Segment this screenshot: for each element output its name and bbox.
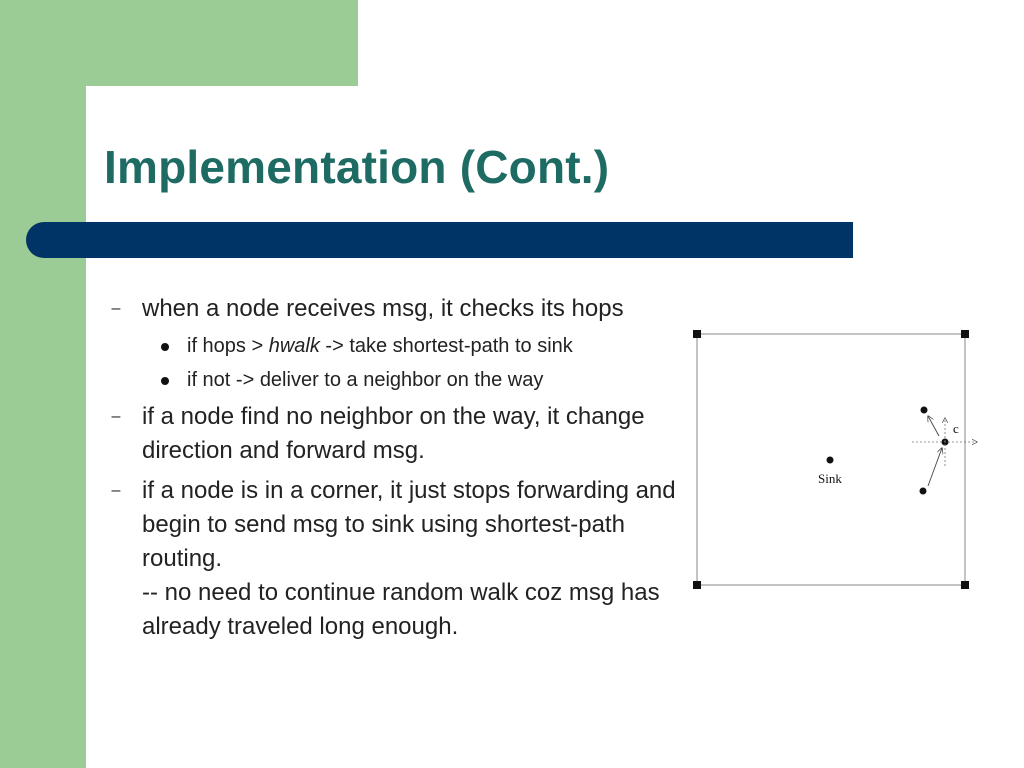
corner-marker (693, 581, 701, 589)
sub-text-italic: hwalk (268, 335, 320, 357)
node-c-label: c (953, 421, 959, 436)
slide-title: Implementation (Cont.) (104, 141, 610, 193)
incoming-arrow (928, 448, 942, 486)
decor-green-top-bar (0, 0, 358, 86)
bullet-item (106, 400, 676, 468)
sink-node (827, 457, 834, 464)
sink-label: Sink (818, 471, 842, 486)
bullet-extra-text: -- no need to continue random walk coz msg has already traveled long enough. (142, 579, 660, 640)
sub-text-part: if hops > (187, 335, 269, 357)
bullet-dot-icon (161, 377, 169, 385)
neighbor-node (920, 488, 927, 495)
sub-text-part: -> take shortest-path to sink (319, 335, 573, 357)
decor-green-left-bar (0, 0, 86, 768)
sub-bullet-text (187, 332, 573, 361)
routing-diagram (680, 318, 990, 608)
corner-marker (693, 330, 701, 338)
slide-body (106, 292, 676, 650)
bullet-dot-icon (161, 343, 169, 351)
corner-marker (961, 330, 969, 338)
corner-marker (961, 581, 969, 589)
sub-bullet-item (142, 332, 676, 361)
title-underline-bar (26, 222, 853, 258)
dash-marker: – (111, 408, 121, 425)
sub-bullet-text: if not -> deliver to a neighbor on the way (187, 369, 544, 391)
neighbor-node (921, 407, 928, 414)
dash-marker: – (111, 300, 121, 317)
bullet-text: if a node is in a corner, it just stops forwarding and begin to send msg to sink using shortest-path routing. (142, 477, 676, 572)
dash-marker: – (111, 482, 121, 499)
bullet-text: when a node receives msg, it checks its hops (142, 295, 624, 322)
forward-arrow (928, 416, 939, 436)
bullet-item (106, 474, 676, 644)
bullet-item (106, 292, 676, 326)
sub-bullet-item (142, 366, 676, 395)
bullet-text: if a node find no neighbor on the way, it change direction and forward msg. (142, 403, 645, 464)
